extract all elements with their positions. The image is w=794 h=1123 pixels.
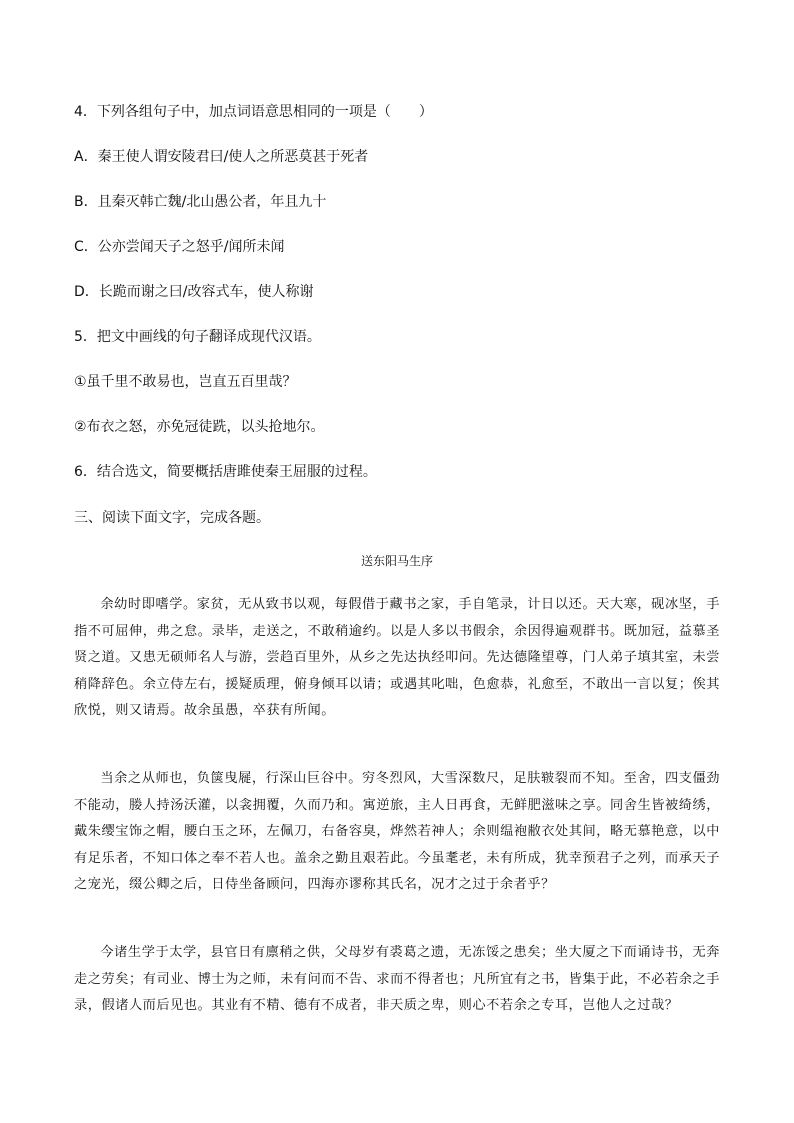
question-5-item-2: ②布衣之怒，亦免冠徒跣，以头抢地尔。	[74, 419, 325, 435]
passage-paragraph-3: 今诸生学于太学，县官日有廪稍之供，父母岁有裘葛之遗，无冻馁之患矣；坐大厦之下而诵诗书，无奔走之劳矣；有司业、博士为之师，未有问而不告、求而不得者也；凡所宜有之书，皆集于此，不必若余之手录，假诸人而后见也。其业有不精、德有不成者，非天质之卑，则心不若余之专耳，岂他人之过哉？	[74, 945, 720, 1013]
question-5-stem: 5．把文中画线的句子翻译成现代汉语。	[74, 329, 321, 345]
question-4-option-b: B．且秦灭韩亡魏/北山愚公者，年且九十	[74, 194, 327, 210]
question-5-item-1: ①虽千里不敢易也，岂直五百里哉？	[74, 374, 297, 390]
question-4-option-c: C．公亦尝闻天子之怒乎/闻所未闻	[74, 239, 285, 255]
question-6-stem: 6．结合选文，简要概括唐雎使秦王屈服的过程。	[74, 464, 377, 480]
question-4-stem: 4．下列各组句子中，加点词语意思相同的一项是（ ）	[74, 104, 433, 120]
question-4-option-a: A．秦王使人谓安陵君曰/使人之所恶莫甚于死者	[74, 149, 369, 165]
passage-paragraph-2: 当余之从师也，负箧曳屣，行深山巨谷中。穷冬烈风，大雪深数尺，足肤皲裂而不知。至舍，四支僵劲不能动，媵人持汤沃灌，以衾拥覆，久而乃和。寓逆旅，主人日再食，无鲜肥滋味之享。同舍生皆被绮绣，戴朱缨宝饰之帽，腰白玉之环，左佩刀，右备容臭，烨然若神人；余则缊袍敝衣处其间，略无慕艳意，以中有足乐者，不知口体之奉不若人也。盖余之勤且艰若此。今虽耄老，未有所成，犹幸预君子之列，而承天子之宠光，缀公卿之后，日侍坐备顾问，四海亦谬称其氏名，况才之过于余者乎？	[74, 771, 720, 892]
passage-paragraph-1: 余幼时即嗜学。家贫，无从致书以观，每假借于藏书之家，手自笔录，计日以还。天大寒，砚冰坚，手指不可屈伸，弗之怠。录毕，走送之，不敢稍逾约。以是人多以书假余，余因得遍观群书。既加冠，益慕圣贤之道。又患无硕师名人与游，尝趋百里外，从乡之先达执经叩问。先达德隆望尊，门人弟子填其室，未尝稍降辞色。余立侍左右，援疑质理，俯身倾耳以请；或遇其叱咄，色愈恭，礼愈至，不敢出一言以复；俟其欣悦，则又请焉。故余虽愚，卒获有所闻。	[74, 597, 720, 718]
question-4-option-d: D．长跪而谢之曰/改容式车，使人称谢	[74, 284, 314, 300]
passage-title: 送东阳马生序	[360, 554, 433, 568]
section-3-heading: 三、阅读下面文字，完成各题。	[74, 510, 270, 526]
